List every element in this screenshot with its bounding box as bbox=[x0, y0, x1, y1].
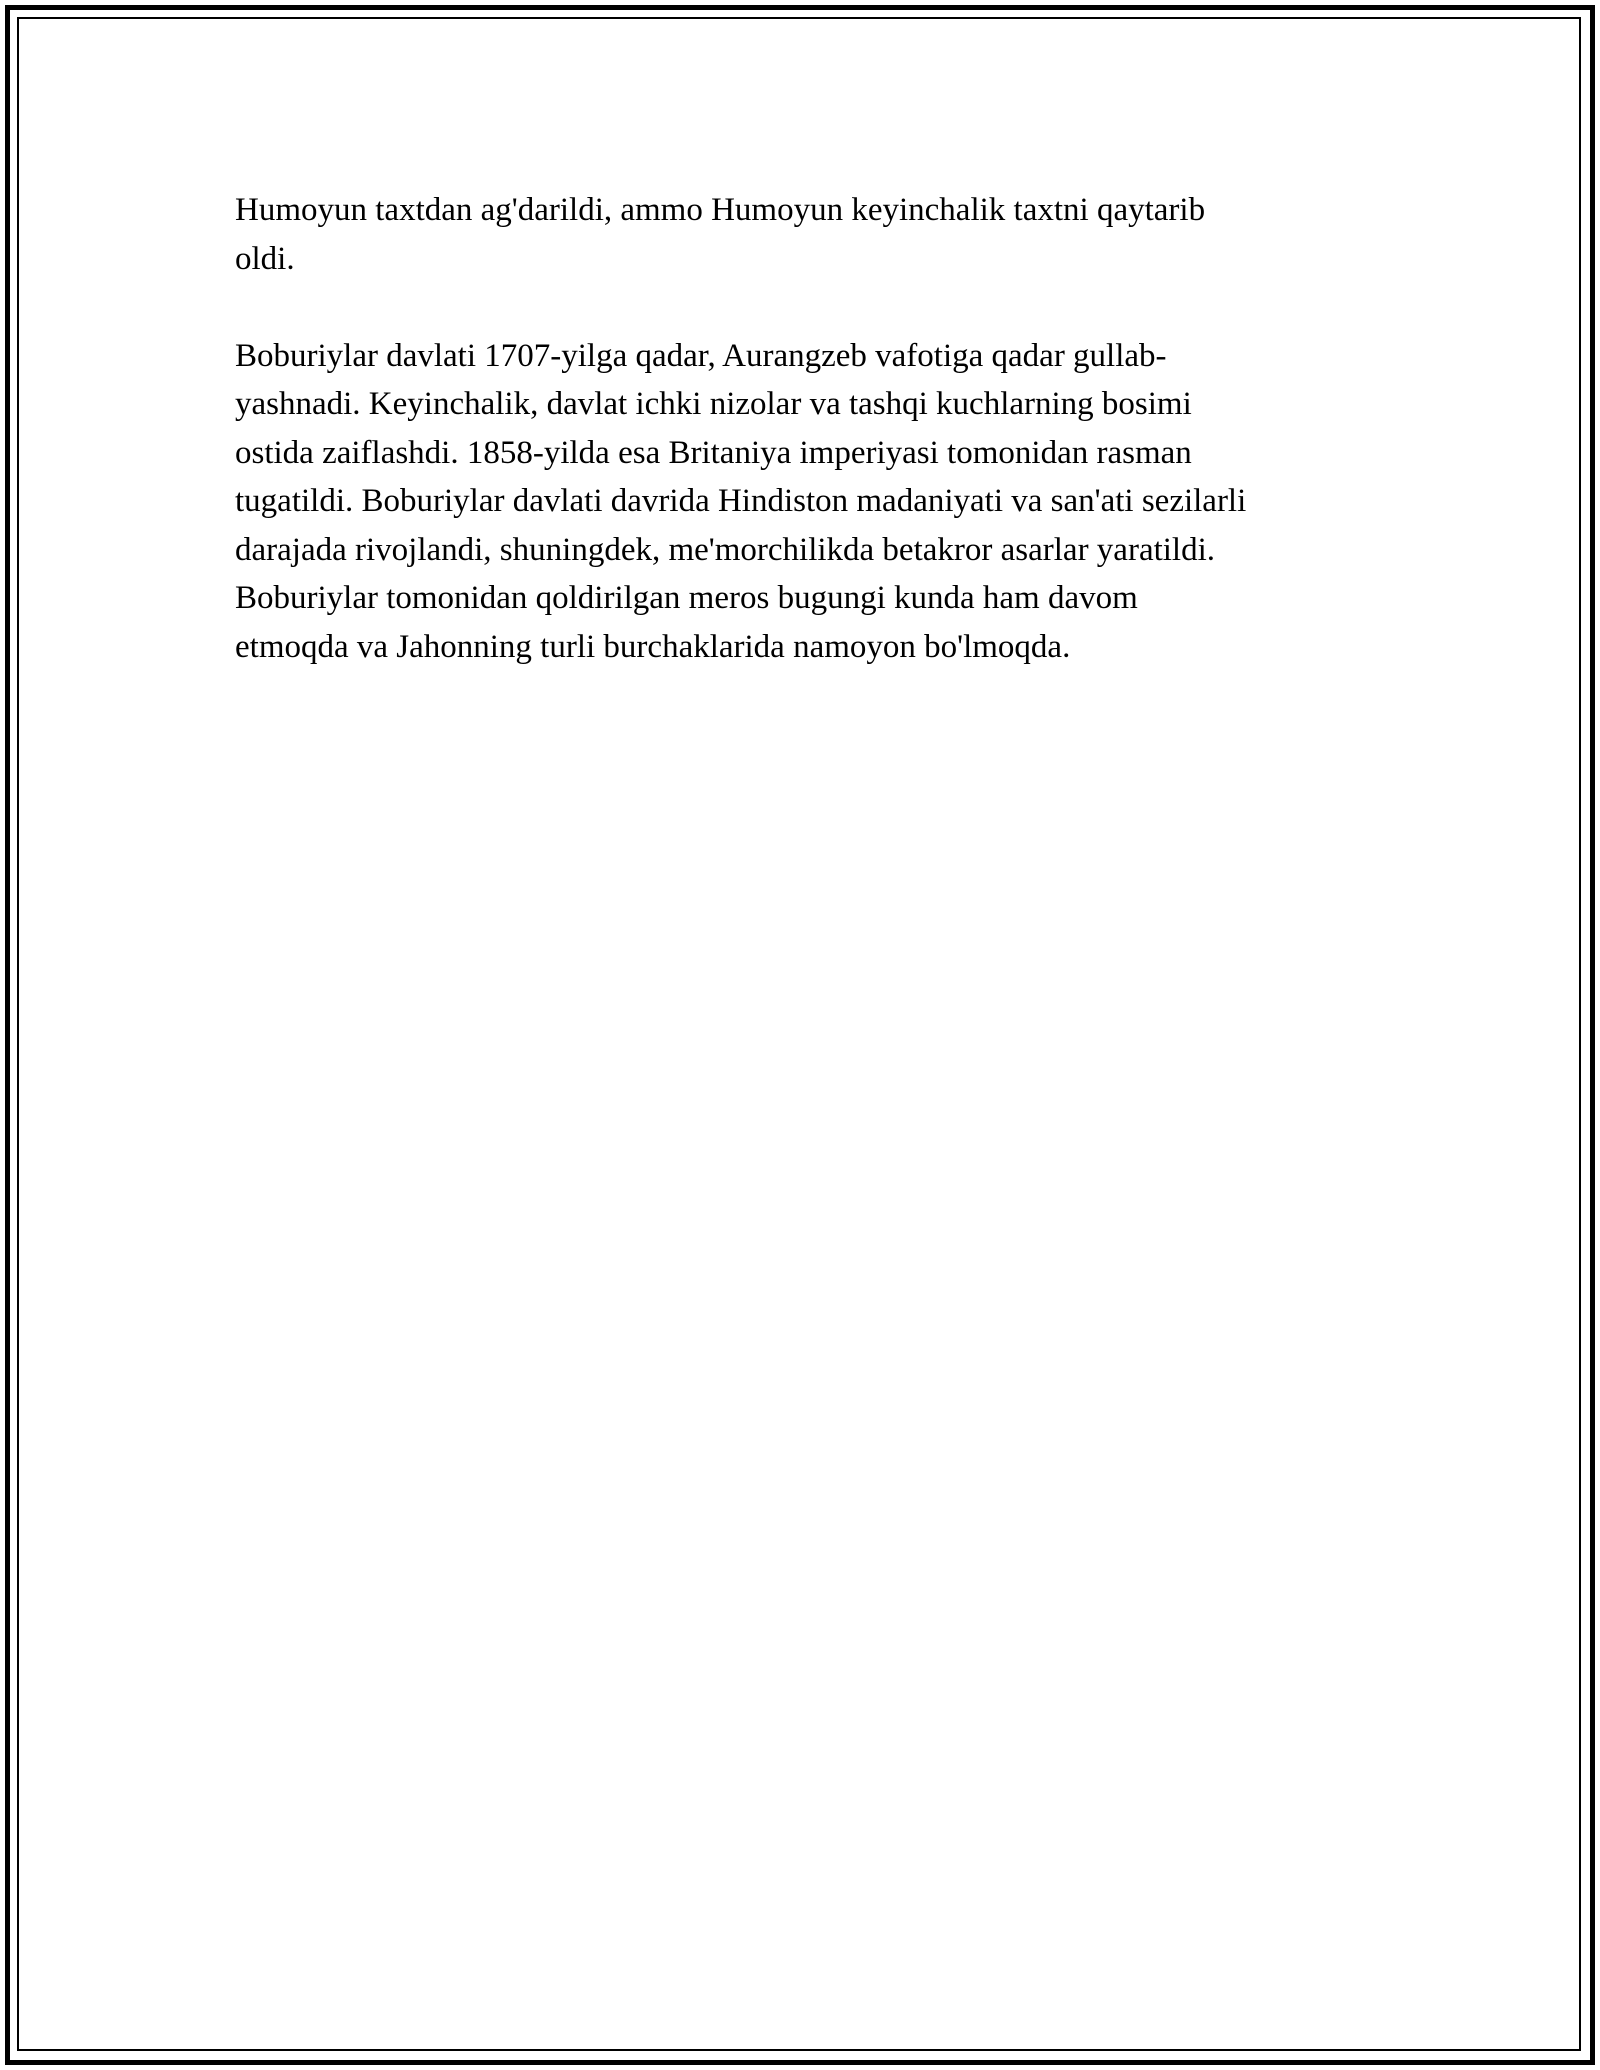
paragraph-2: Boburiylar davlati 1707-yilga qadar, Aurangzeb vafotiga qadar gullab- yashnadi. Keyinchalik, davlat ichki nizolar va tashqi kuchlarning bosimi ostida zaiflashdi. 1858-yilda esa Britaniya imperiyasi tomonidan rasman tugatildi. Boburiylar davlati davrida Hindiston madaniyati va san'ati sezilarli darajada rivojlandi, shuningdek, me'morchilikda betakror asarlar yaratildi. Boburiylar tomonidan qoldirilgan meros bugungi kunda ham davom etmoqda va Jahonning turli burchaklarida namoyon bo'lmoqda. bbox=[235, 337, 1247, 665]
document-body bbox=[235, 186, 1375, 720]
paragraph-1: Humoyun taxtdan ag'darildi, ammo Humoyun keyinchalik taxtni qaytarib oldi. bbox=[235, 192, 1206, 277]
